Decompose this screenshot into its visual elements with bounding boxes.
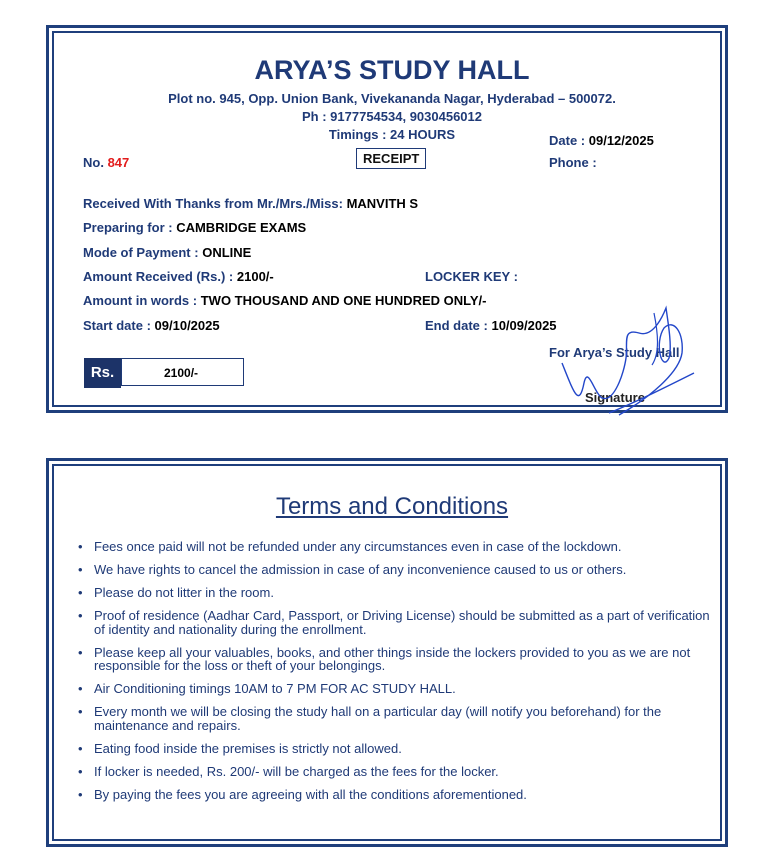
receipt-tag: RECEIPT <box>356 148 426 169</box>
terms-item: • Air Conditioning timings 10AM to 7 PM FOR AC STUDY HALL. <box>76 682 711 696</box>
terms-title: Terms and Conditions <box>275 493 509 520</box>
terms-inner-border <box>52 464 722 841</box>
mode-value: ONLINE <box>202 245 252 260</box>
mode-row <box>83 245 251 260</box>
signature-scribble-icon <box>554 303 704 418</box>
received-value: MANVITH S <box>346 196 419 211</box>
date-field <box>549 133 654 148</box>
timings-line: Timings : 24 HOURS <box>328 127 456 142</box>
terms-item: • If locker is needed, Rs. 200/- will be charged as the fees for the locker. <box>76 765 711 779</box>
rs-label: Rs. <box>84 358 121 388</box>
address-line: Plot no. 945, Opp. Union Bank, Vivekananda Nagar, Hyderabad – 500072. <box>168 91 616 106</box>
business-name: ARYA’S STUDY HALL <box>254 55 530 85</box>
start-label: Start date : <box>83 318 151 333</box>
end-value: 10/09/2025 <box>491 318 557 333</box>
date-value: 09/12/2025 <box>588 133 654 148</box>
end-label: End date : <box>425 318 488 333</box>
amount-value: 2100/- <box>236 269 274 284</box>
terms-item: • Please do not litter in the room. <box>76 586 711 600</box>
words-label: Amount in words : <box>83 293 198 308</box>
terms-item: • Please keep all your valuables, books, and other things inside the lockers provided to you as we are not responsible for the loss or theft of your belongings. <box>76 646 711 673</box>
end-row <box>425 318 557 333</box>
preparing-value: CAMBRIDGE EXAMS <box>176 220 307 235</box>
date-label: Date : <box>549 133 586 148</box>
for-label: For Arya’s Study Hall <box>549 345 680 360</box>
words-row <box>83 293 487 308</box>
amount-label: Amount Received (Rs.) : <box>83 269 234 284</box>
amount-row <box>83 269 274 284</box>
mode-label: Mode of Payment : <box>83 245 199 260</box>
receipt-number <box>83 155 129 170</box>
terms-item: • Eating food inside the premises is strictly not allowed. <box>76 742 711 756</box>
words-value: TWO THOUSAND AND ONE HUNDRED ONLY/- <box>200 293 487 308</box>
terms-item: • Proof of residence (Aadhar Card, Passport, or Driving License) should be submitted as a part of verification of identity and nationality during the enrollment. <box>76 609 711 636</box>
terms-item: • Every month we will be closing the study hall on a particular day (will notify you beforehand) for the maintenance and repairs. <box>76 705 711 732</box>
received-label: Received With Thanks from Mr./Mrs./Miss: <box>83 196 343 211</box>
preparing-row <box>83 220 306 235</box>
signature-label: Signature <box>585 390 645 405</box>
preparing-label: Preparing for : <box>83 220 173 235</box>
start-row <box>83 318 220 333</box>
terms-item: • Fees once paid will not be refunded under any circumstances even in case of the lockdown. <box>76 540 711 554</box>
phone-line: Ph : 9177754534, 9030456012 <box>302 109 482 124</box>
receipt-card <box>46 25 728 413</box>
terms-item: • By paying the fees you are agreeing with all the conditions aforementioned. <box>76 788 711 802</box>
terms-card <box>46 458 728 847</box>
no-label: No. <box>83 155 104 170</box>
terms-list <box>76 540 711 811</box>
rs-amount-box: 2100/- <box>121 358 244 386</box>
receipt-inner-border <box>52 31 722 407</box>
start-value: 09/10/2025 <box>154 318 220 333</box>
locker-label: LOCKER KEY : <box>425 269 518 284</box>
no-value: 847 <box>107 155 130 170</box>
terms-item: • We have rights to cancel the admission in case of any inconvenience caused to us or others. <box>76 563 711 577</box>
phone-label: Phone : <box>549 155 597 170</box>
received-row <box>83 196 418 211</box>
